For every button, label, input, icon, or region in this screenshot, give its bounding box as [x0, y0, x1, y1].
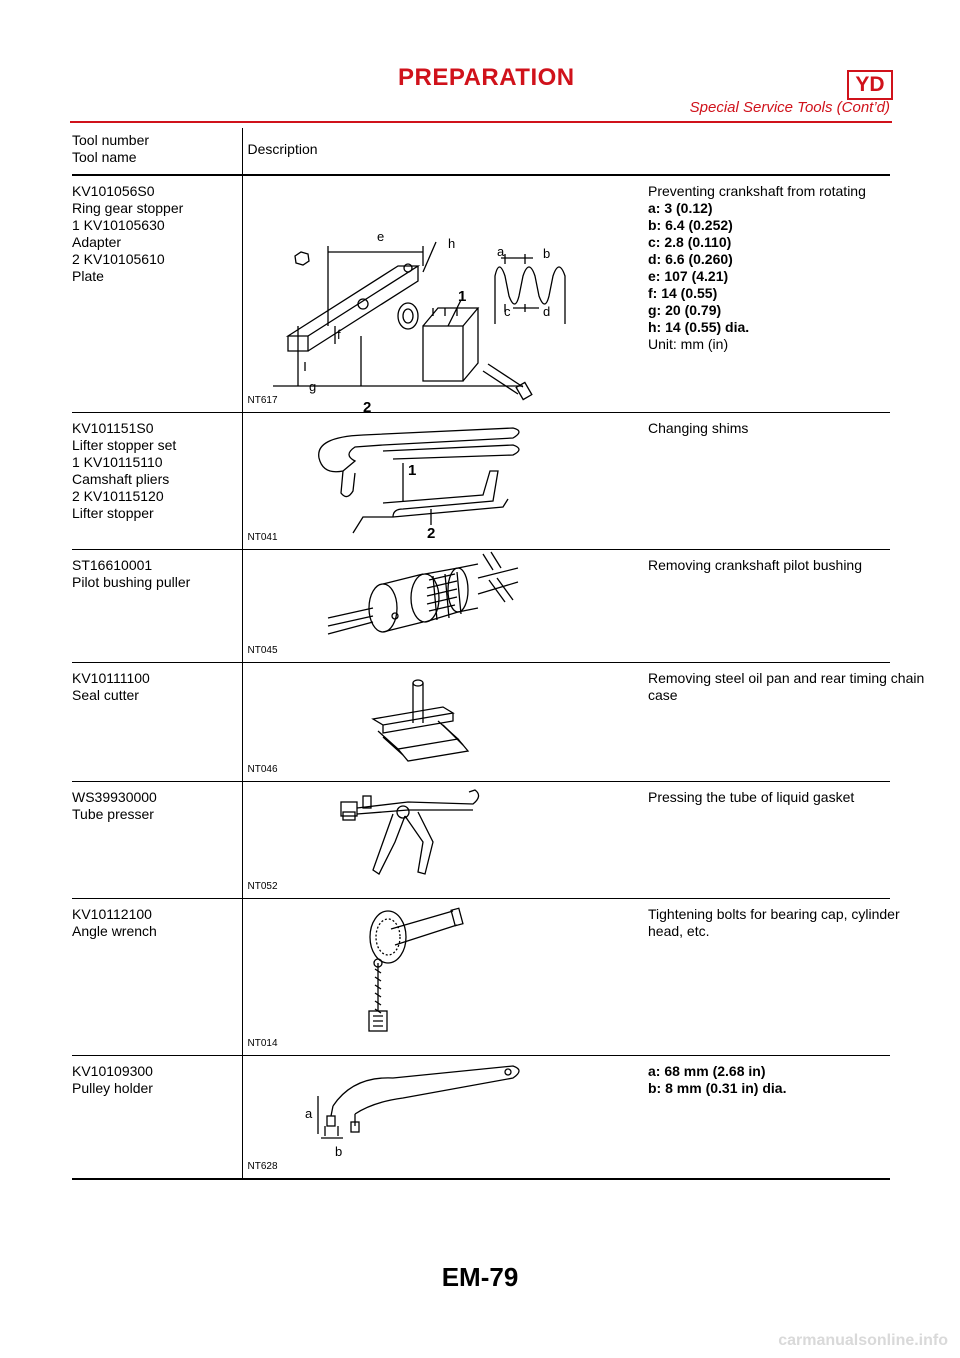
spec-f: f: 14 (0.55): [648, 285, 718, 301]
description-cell: [648, 413, 890, 550]
fig-label-e: e: [376, 229, 384, 244]
description-cell: [648, 1056, 890, 1180]
table-row: [72, 413, 890, 550]
spec-b: b: 6.4 (0.252): [648, 217, 733, 233]
tool-sub-number: 1 KV10115110: [72, 454, 163, 470]
fig-label-a: a: [496, 244, 504, 259]
spec-b: b: 8 mm (0.31 in) dia.: [648, 1080, 787, 1096]
table-row: [72, 899, 890, 1056]
figure-code: NT052: [247, 881, 278, 892]
fig-label-g: g: [308, 379, 316, 394]
description-text: Pressing the tube of liquid gasket: [648, 789, 855, 805]
tool-number: ST16610001: [72, 557, 153, 573]
figure-code: NT041: [247, 532, 278, 543]
figure-code: NT014: [247, 1038, 278, 1049]
header-tool-number-name: [72, 128, 242, 175]
spec-g: g: 20 (0.79): [648, 302, 722, 318]
description-text: case: [648, 687, 678, 703]
tool-sub-number: 2 KV10115120: [72, 488, 164, 504]
description-text: Removing crankshaft pilot bushing: [648, 557, 863, 573]
figure-cell: [242, 899, 648, 1056]
table-row: [72, 550, 890, 663]
tools-table: [72, 128, 925, 1180]
spec-a: a: 68 mm (2.68 in): [648, 1063, 766, 1079]
figure-cell: [242, 413, 648, 550]
tool-name-cell: [72, 899, 242, 1056]
fig-label-a: a: [304, 1106, 312, 1121]
pilot-bushing-puller-figure: [243, 550, 649, 662]
tube-presser-figure: [243, 782, 649, 898]
spec-a: a: 3 (0.12): [648, 200, 713, 216]
tool-number: KV101151S0: [72, 420, 154, 436]
tool-number: WS39930000: [72, 789, 157, 805]
spec-d: d: 6.6 (0.260): [648, 251, 733, 267]
tool-name-cell: [72, 782, 242, 899]
tool-number: KV10111100: [72, 670, 150, 686]
tool-sub-name: Plate: [72, 268, 104, 284]
tool-name-cell: [72, 175, 242, 413]
description-text: Preventing crankshaft from rotating: [648, 183, 866, 199]
description-cell: [648, 663, 925, 782]
fig-label-d: d: [542, 304, 550, 319]
fig-label-b: b: [542, 246, 550, 261]
figure-cell: [242, 550, 648, 663]
description-text: head, etc.: [648, 923, 710, 939]
table-row: [72, 1056, 890, 1180]
tool-name: Tube presser: [72, 806, 154, 822]
tool-sub-name: Camshaft pliers: [72, 471, 170, 487]
description-text: Removing steel oil pan and rear timing chain: [648, 670, 925, 686]
fig-callout-2: 2: [426, 525, 435, 542]
unit-note: Unit: mm (in): [648, 336, 729, 352]
table-row: [72, 175, 890, 413]
section-code-badge: YD: [847, 70, 893, 100]
spec-h: h: 14 (0.55) dia.: [648, 319, 750, 335]
description-text: Tightening bolts for bearing cap, cylinder: [648, 906, 900, 922]
table-header-row: [72, 128, 890, 175]
description-text: Changing shims: [648, 420, 749, 436]
tool-number: KV10112100: [72, 906, 152, 922]
tool-name-cell: [72, 1056, 242, 1180]
tool-sub-number: 2 KV10105610: [72, 251, 165, 267]
tool-name: Angle wrench: [72, 923, 157, 939]
table-row: [72, 663, 890, 782]
description-cell: [648, 550, 890, 663]
figure-code: NT045: [247, 645, 278, 656]
tool-number: KV101056S0: [72, 183, 155, 199]
figure-cell: [242, 175, 648, 413]
figure-cell: [242, 1056, 648, 1180]
fig-label-b: b: [334, 1144, 342, 1159]
description-cell: [648, 782, 890, 899]
tool-number: KV10109300: [72, 1063, 153, 1079]
pulley-holder-figure: [243, 1056, 649, 1178]
tool-sub-number: 1 KV10105630: [72, 217, 165, 233]
tool-name: Seal cutter: [72, 687, 139, 703]
ring-gear-stopper-figure: [243, 176, 649, 412]
tool-name-cell: [72, 550, 242, 663]
fig-callout-1: 1: [407, 462, 416, 479]
watermark: carmanualsonline.info: [778, 1332, 948, 1349]
tool-name: Pilot bushing puller: [72, 574, 191, 590]
fig-callout-2: 2: [362, 399, 371, 412]
seal-cutter-figure: [243, 663, 649, 781]
description-cell: [648, 175, 890, 413]
page-subtitle: Special Service Tools (Cont’d): [689, 99, 890, 116]
figure-code: NT617: [247, 395, 278, 406]
spec-c: c: 2.8 (0.110): [648, 234, 732, 250]
header-tool-number: Tool number: [72, 132, 150, 148]
figure-code: NT628: [247, 1161, 278, 1172]
tool-name-cell: [72, 413, 242, 550]
header-rule: [70, 121, 892, 123]
tool-name: Lifter stopper set: [72, 437, 177, 453]
fig-label-f: f: [336, 327, 341, 342]
figure-code: NT046: [247, 764, 278, 775]
tool-name-cell: [72, 663, 242, 782]
description-cell: [648, 899, 900, 1056]
fig-callout-1: 1: [457, 288, 466, 305]
figure-cell: [242, 782, 648, 899]
table-row: [72, 782, 890, 899]
lifter-stopper-figure: [243, 413, 649, 549]
figure-cell: [242, 663, 648, 782]
header-tool-name: Tool name: [72, 149, 137, 165]
header-description: Description: [242, 128, 890, 175]
page-number: EM-79: [441, 1262, 519, 1292]
page-title: PREPARATION: [398, 64, 575, 91]
spec-e: e: 107 (4.21): [648, 268, 729, 284]
angle-wrench-figure: [243, 899, 649, 1055]
tool-name: Ring gear stopper: [72, 200, 184, 216]
tool-sub-name: Adapter: [72, 234, 122, 250]
fig-label-h: h: [447, 236, 455, 251]
tool-name: Pulley holder: [72, 1080, 153, 1096]
tool-sub-name: Lifter stopper: [72, 505, 154, 521]
fig-label-c: c: [503, 304, 510, 319]
